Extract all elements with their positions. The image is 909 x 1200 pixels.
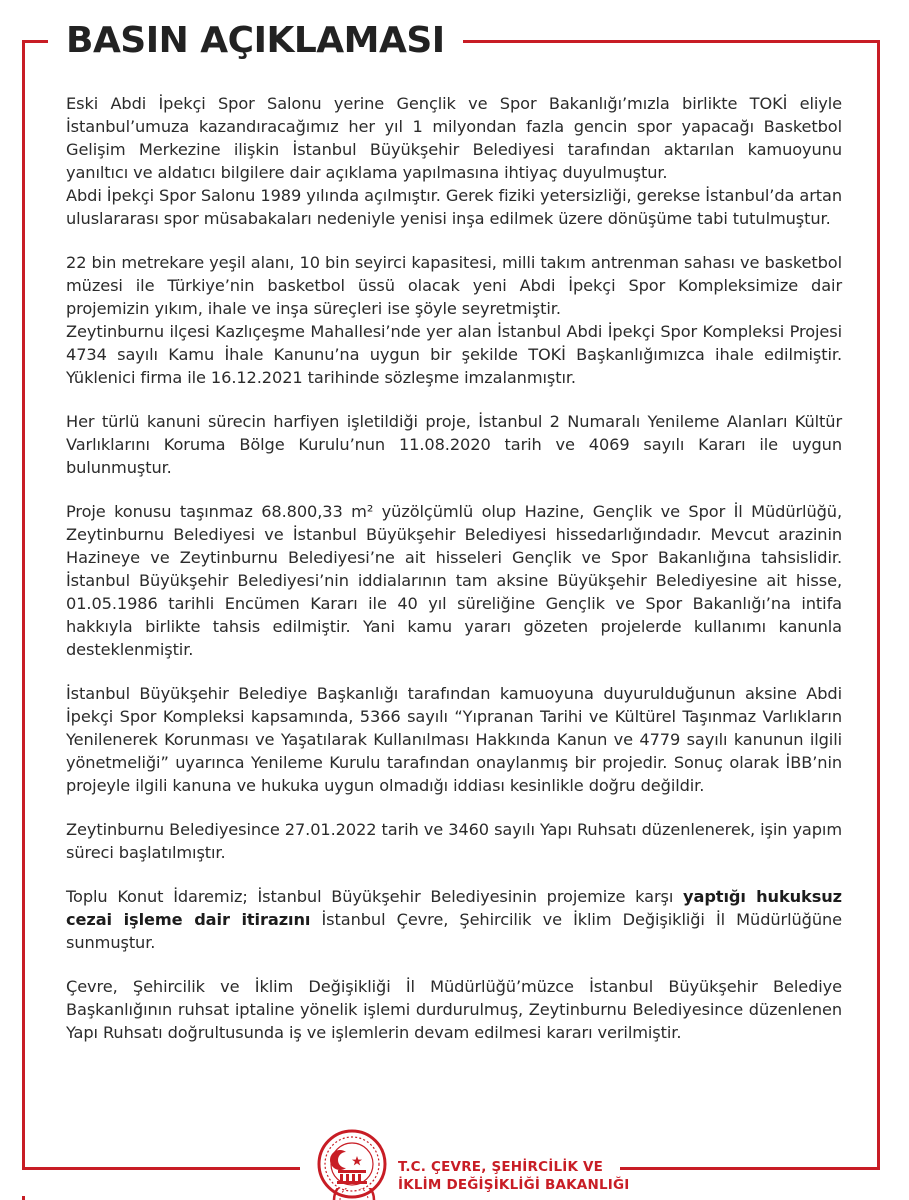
ministry-name-line2: İKLİM DEĞİŞİKLİĞİ BAKANLIĞI [398,1177,630,1193]
ministry-name-line1: T.C. ÇEVRE, ŞEHİRCİLİK VE [398,1159,604,1175]
paragraph-objection [66,885,842,954]
paragraph-permit: Zeytinburnu Belediyesince 27.01.2022 tarih ve 3460 sayılı Yapı Ruhsatı düzenlenerek, işin yapım süreci başlatılmıştır. [66,820,842,862]
paragraph-objection-post: İstanbul Çevre, Şehircilik ve İklim Değişikliği İl Müdürlüğüne sunmuştur. [66,910,842,952]
paragraph-objection-pre: Toplu Konut İdaremiz; İstanbul Büyükşehir Belediyesinin projemize karşı [66,887,684,906]
paragraph-objection-bold: yaptığı hukuksuz cezai işleme dair itirazını [66,887,842,929]
paragraph-tender: Zeytinburnu ilçesi Kazlıçeşme Mahallesi’nde yer alan İstanbul Abdi İpekçi Spor Kompleksi Projesi 4734 sayılı Kamu İhale Kanunu’na uygun bir şekilde TOKİ Başkanlığımızca ihale edilmiştir. Yüklenici firma ile 16.12.2021 tarihinde sözleşme imzalanmıştır. [66,322,842,387]
paragraph-history: Abdi İpekçi Spor Salonu 1989 yılında açılmıştır. Gerek fiziki yetersizliği, gerekse İstanbul’da artan uluslararası spor müsabakaları nedeniyle yenisi inşa edilmek üzere dönüşüme tabi tutulmuştur. [66,186,842,228]
paragraph-legal-basis: İstanbul Büyükşehir Belediye Başkanlığı tarafından kamuoyuna duyurulduğunun aksine Abdi İpekçi Spor Kompleksi kapsamında, 5366 sayılı “Yıpranan Tarihi ve Kültürel Taşınmaz Varlıkların Yenilenerek Korunması ve Yaşatılarak Kullanılması Hakkında Kanun ve 4779 sayılı kanunun ilgili yönetmeliği” uyarınca Yenileme Kurulu tarafından onaylanmış bir projedir. Sonuç olarak İBB’nin projeyle ilgili kanuna ve hukuka uygun olmadığı iddiası kesinlikle doğru değildir. [66,684,842,795]
paragraph-project-scope: 22 bin metrekare yeşil alanı, 10 bin seyirci kapasitesi, milli takım antrenman sahası ve basketbol müzesi ile Türkiye’nin basketbol üssü olacak yeni Abdi İpekçi Spor Kompleksimize dair projemizin yıkım, ihale ve inşa süreçleri ise şöyle seyretmiştir. [66,253,842,318]
page-title: BASIN AÇIKLAMASI [66,20,445,61]
border-fragment [22,1196,25,1200]
paragraph-intro: Eski Abdi İpekçi Spor Salonu yerine Gençlik ve Spor Bakanlığı’mızla birlikte TOKİ eliyle İstanbul’umuza kazandıracağımız her yıl 1 milyondan fazla gencin spor yapacağı Basketbol Gelişim Merkezine ilişkin İstanbul Büyükşehir Belediyesi tarafından aktarılan kamuoyunu yanıltıcı ve aldatıcı bilgilere dair açıklama yapılmasına ihtiyaç duyulmuştur. [66,94,842,182]
partial-seal-icon [330,1188,378,1200]
footer [0,1118,909,1200]
paragraph-decision: Çevre, Şehircilik ve İklim Değişikliği İl Müdürlüğü’müzce İstanbul Büyükşehir Belediye Başkanlığının ruhsat iptaline yönelik işlemi durdurulmuş, Zeytinburnu Belediyesince düzenlenen Yapı Ruhsatı doğrultusunda iş ve işlemlerin devam edilmesi kararı verilmiştir. [66,977,842,1042]
paragraph-approval: Her türlü kanuni sürecin harfiyen işletildiği proje, İstanbul 2 Numaralı Yenileme Alanları Kültür Varlıklarını Koruma Bölge Kurulu’nun 11.08.2020 tarih ve 4069 sayılı Kararı ile uygun bulunmuştur. [66,412,842,477]
title-container [48,16,463,66]
paragraph-land-ownership: Proje konusu taşınmaz 68.800,33 m² yüzölçümlü olup Hazine, Gençlik ve Spor İl Müdürlüğü, Zeytinburnu Belediyesi ve İstanbul Büyükşehir Belediyesi hissedarlığındadır. Mevcut arazinin Hazineye ve Zeytinburnu Belediyesi’ne ait hisseleri Gençlik ve Spor Bakanlığına tahsislidir. İstanbul Büyükşehir Belediyesi’nin iddialarının tam aksine Büyükşehir Belediyesine ait hisse, 01.05.1986 tarihli Encümen Kararı ile 40 yıl süreliğine Gençlik ve Spor Bakanlığı’na intifa hakkıyla birlikte tahsis edilmiştir. Yani kamu yararı gözeten projelerde kullanımı kanunla desteklenmiştir. [66,502,842,659]
press-release-body [66,92,842,1044]
ministry-name [398,1158,630,1194]
